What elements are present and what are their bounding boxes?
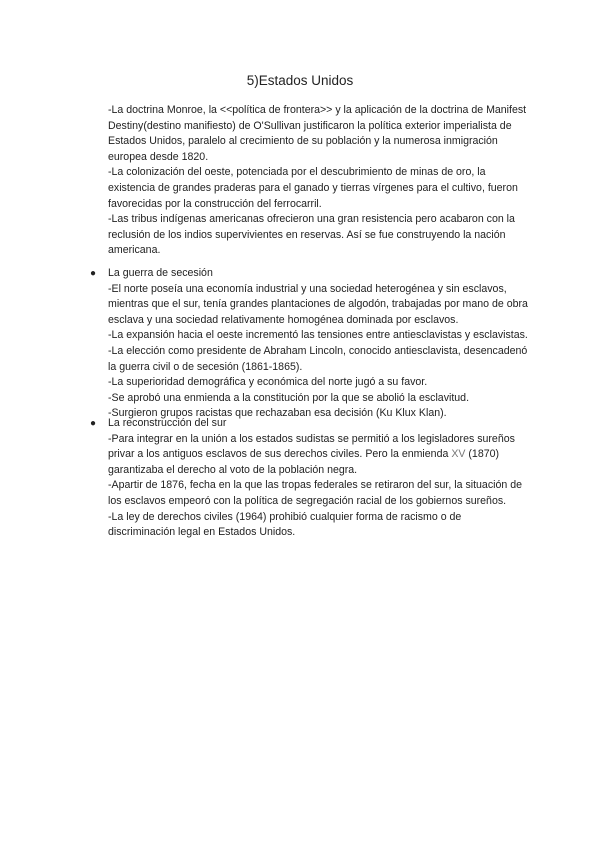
amendment-number: XV bbox=[451, 448, 466, 461]
section-paragraph: -La elección como presidente de Abraham Lincoln, conocido antiesclavista, desencadenó la guerra civil o de secesión (1861-1865). bbox=[108, 344, 528, 373]
paragraph-text: -Para integrar en la unión a los estados sudistas se permitió a los legisladores sureños privar a los antiguos esclavos de sus derechos civiles. Pero la enmienda bbox=[108, 432, 515, 461]
section-heading bbox=[90, 266, 528, 282]
bullet-icon: ● bbox=[90, 268, 97, 279]
section-secession-war bbox=[90, 266, 528, 422]
section-paragraph: -La superioridad demográfica y económica del norte jugó a su favor. bbox=[108, 376, 428, 389]
section-heading bbox=[90, 416, 528, 432]
intro-paragraph-monroe: -La doctrina Monroe, la <<política de frontera>> y la aplicación de la doctrina de Manifest Destiny(destino manifiesto) de O'Sullivan justificaron la política exterior imperialista de Estados Unidos, paralelo al crecimiento de su población y la numerosa inmigración europea desde 1820. bbox=[108, 104, 527, 163]
section-paragraph-amendment bbox=[108, 432, 528, 479]
paragraph-text: (1870) garantizaba el derecho al voto de la población negra. bbox=[108, 448, 500, 476]
section-paragraph: -La expansión hacia el oeste incrementó las tensiones entre antiesclavistas y esclavistas. bbox=[108, 329, 528, 342]
section-heading-text: La reconstrucción del sur bbox=[108, 417, 227, 429]
intro-paragraph-tribes: -Las tribus indígenas americanas ofrecieron una gran resistencia pero acabaron con la reclusión de los indios supervivientes en reservas. Así se fue construyendo la nación americana. bbox=[108, 213, 515, 257]
section-paragraph: -Surgieron grupos racistas que rechazaban esa decisión (Ku Klux Klan). bbox=[108, 407, 447, 420]
section-paragraph: -La ley de derechos civiles (1964) prohibió cualquier forma de racismo o de discriminación legal en Estados Unidos. bbox=[108, 510, 462, 539]
bullet-icon: ● bbox=[90, 418, 97, 429]
page-title: 5)Estados Unidos bbox=[246, 73, 354, 88]
section-reconstruction bbox=[90, 416, 528, 541]
section-paragraph: -El norte poseía una economía industrial y una sociedad heterogénea y sin esclavos, mientras que el sur, tenía grandes plantaciones de algodón, trabajadas por mano de obra esclava y una sociedad relativamente homogénea dominada por esclavos. bbox=[108, 282, 528, 326]
intro-block bbox=[108, 103, 528, 259]
section-paragraph: -Se aprobó una enmienda a la constitución por la que se abolió la esclavitud. bbox=[108, 391, 470, 404]
section-heading-text: La guerra de secesión bbox=[108, 267, 213, 279]
section-paragraph: -Apartir de 1876, fecha en la que las tropas federales se retiraron del sur, la situación de los esclavos empeoró con la política de segregación racial de los gobiernos sureños. bbox=[108, 479, 522, 507]
intro-paragraph-colonization: -La colonización del oeste, potenciada por el descubrimiento de minas de oro, la existencia de grandes praderas para el ganado y tierras vírgenes para el cultivo, fueron favorecidas por la construcción del ferrocarril. bbox=[108, 166, 518, 210]
